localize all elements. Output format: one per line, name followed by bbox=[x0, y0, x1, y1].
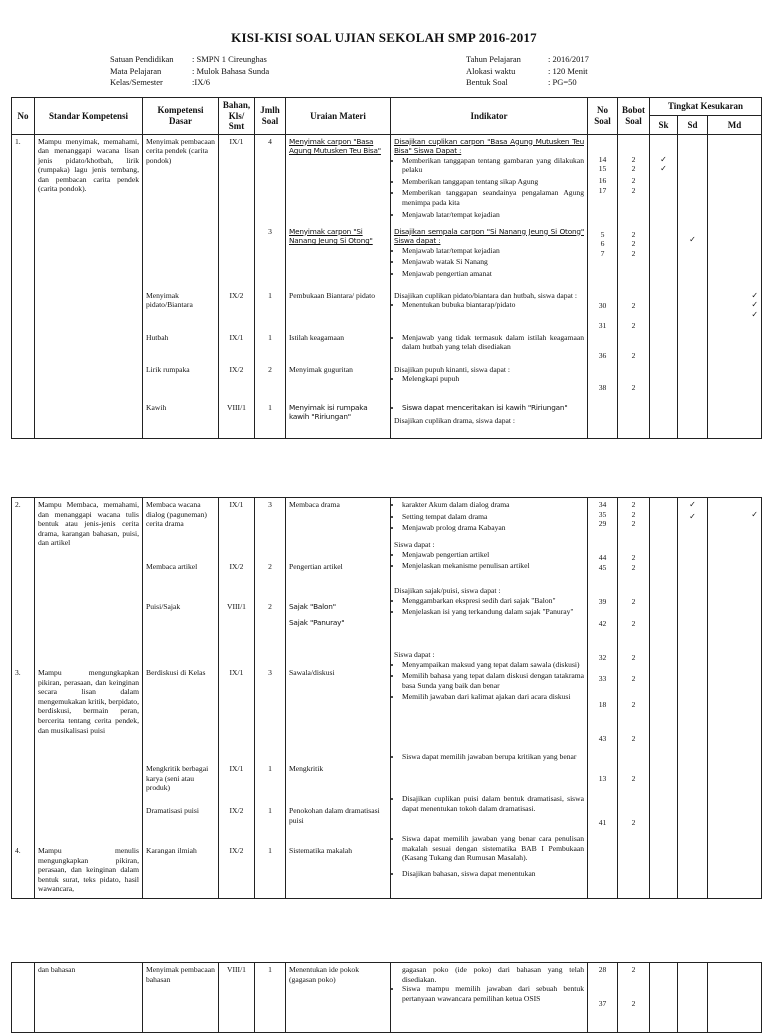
list-item: • Disajikan bahasan, siswa dapat menentukan bbox=[402, 869, 584, 879]
bobot-value: 2 bbox=[631, 733, 636, 743]
uraian-materi: Menentukan ide pokok (gagasan poko) bbox=[286, 963, 391, 1033]
row-number: 4. bbox=[15, 846, 21, 855]
no-soal: 34 bbox=[598, 500, 607, 509]
indikator-intro: Disajikan cuplikan drama, siswa dapat : bbox=[394, 416, 516, 426]
jumlah-soal: 1 bbox=[268, 806, 272, 815]
no-soal: 30 bbox=[598, 300, 607, 310]
tingkat-sd-cell bbox=[678, 498, 708, 899]
no-soal: 32 bbox=[598, 652, 607, 662]
standar-kompetensi: Mampu menulis mengungkapkan pikiran, perasaan, dan keinginan dalam bentuk surat, teks pidato, hasil wawancara, bbox=[38, 846, 139, 894]
header-no-soal: No Soal bbox=[588, 98, 618, 135]
indikator-block bbox=[394, 403, 584, 426]
header-sd: Sd bbox=[678, 116, 708, 134]
check-icon: ✓ bbox=[751, 300, 759, 310]
list-item: • Menjawab yang tidak termasuk dalam istilah keagamaan dalam hutbah yang telah disediakan bbox=[402, 333, 584, 352]
indikator-list bbox=[394, 374, 584, 384]
meta-label: Satuan Pendidikan bbox=[110, 54, 174, 64]
indikator-block bbox=[394, 500, 584, 540]
kompetensi-dasar: Karangan ilmiah bbox=[146, 846, 197, 855]
bobot-value: 2 bbox=[631, 519, 636, 529]
indikator-block bbox=[394, 137, 584, 227]
indikator-intro: Siswa dapat : bbox=[394, 650, 435, 659]
kisi-table-part-2 bbox=[11, 497, 762, 899]
no-soal-cell bbox=[588, 134, 618, 438]
list-item: • Memberikan tanggapan tentang sikap Agung bbox=[402, 177, 584, 187]
jumlah-soal: 1 bbox=[268, 332, 272, 342]
bobot-cell bbox=[618, 963, 650, 1033]
indikator-block bbox=[394, 291, 584, 333]
bobot-value: 2 bbox=[631, 509, 636, 519]
header-md: Md bbox=[708, 116, 762, 134]
meta-label: Bentuk Soal bbox=[466, 77, 508, 87]
bobot-value: 2 bbox=[631, 320, 636, 330]
header-indikator: Indikator bbox=[391, 98, 588, 135]
bahan-cell bbox=[219, 498, 255, 899]
list-item: • Menjawab latar/tempat kejadian bbox=[402, 246, 584, 256]
kompetensi-dasar-cell bbox=[143, 134, 219, 438]
tingkat-sd-cell bbox=[678, 963, 708, 1033]
jumlah-soal: 2 bbox=[268, 602, 272, 611]
list-item: • karakter Akum dalam dialog drama bbox=[402, 500, 584, 510]
indikator-list bbox=[394, 500, 584, 533]
kompetensi-dasar: Mengkritik berbagai karya (seni atau produk) bbox=[146, 764, 209, 793]
jumlah-soal: 1 bbox=[268, 846, 272, 855]
indikator-list bbox=[394, 403, 584, 413]
bobot-value: 2 bbox=[631, 185, 636, 195]
kompetensi-dasar: Hutbah bbox=[146, 332, 169, 342]
check-icon: ✓ bbox=[689, 234, 696, 244]
meta-value: : PG=50 bbox=[548, 77, 577, 87]
kompetensi-dasar: Berdiskusi di Kelas bbox=[146, 668, 206, 677]
page-title: KISI-KISI SOAL UJIAN SEKOLAH SMP 2016-2017 bbox=[231, 30, 537, 45]
bahan-value: IX/2 bbox=[229, 806, 244, 815]
check-icon: ✓ bbox=[660, 164, 667, 174]
header-jumlah-soal: Jmlh Soal bbox=[255, 98, 286, 135]
indikator-intro: Disajikan sajak/puisi, siswa dapat : bbox=[394, 586, 501, 595]
bahan-cell bbox=[219, 134, 255, 438]
bahan-value: VIII/1 bbox=[227, 602, 246, 611]
indikator-list bbox=[394, 834, 584, 878]
bobot-value: 2 bbox=[631, 999, 636, 1008]
indikator-intro: Disajikan sempala carpon "Si Nanang Jeung Si Otong" Siswa dapat : bbox=[394, 226, 584, 246]
meta-value: : SMPN 1 Cireunghas bbox=[192, 54, 267, 64]
uraian-materi: Menyimak isi rumpaka kawih "Ririungan" bbox=[289, 402, 368, 422]
header-tingkat-kesukaran: Tingkat Kesukaran bbox=[650, 98, 762, 116]
no-soal: 7 bbox=[600, 248, 605, 258]
jumlah-soal: 3 bbox=[268, 668, 272, 677]
bobot-cell bbox=[618, 498, 650, 899]
list-item: • Siswa dapat memilih jawaban berupa kritikan yang benar bbox=[402, 752, 584, 762]
bobot-cell bbox=[618, 134, 650, 438]
list-item: • Menjawab watak Si Nanang bbox=[402, 257, 584, 267]
indikator-list bbox=[394, 984, 584, 1003]
bahan-value: IX/1 bbox=[229, 668, 244, 677]
bahan-value: VIII/1 bbox=[219, 963, 255, 1033]
indikator-list bbox=[394, 333, 584, 352]
bahan-value: IX/1 bbox=[229, 332, 244, 342]
meta-label: Kelas/Semester bbox=[110, 77, 163, 87]
indikator-list bbox=[394, 550, 584, 571]
uraian-materi-cell bbox=[286, 498, 391, 899]
bahan-value: IX/2 bbox=[229, 364, 244, 374]
jumlah-soal: 1 bbox=[268, 290, 272, 300]
header-bahan: Bahan, Kls/ Smt bbox=[219, 98, 255, 135]
meta-label: Mata Pelajaran bbox=[110, 65, 162, 76]
jumlah-soal-cell bbox=[255, 498, 286, 899]
standar-kompetensi: Mampu Membaca, memahami, dan menanggapi wacana tulis bentuk atau jenis-jenis cerita drama, karangan bahasan, puisi, dan artikel bbox=[38, 500, 139, 548]
header-kompetensi-dasar: Kompetensi Dasar bbox=[143, 98, 219, 135]
indikator-cell bbox=[391, 134, 588, 438]
tingkat-md-cell bbox=[708, 498, 762, 899]
check-icon: ✓ bbox=[751, 510, 758, 519]
indikator-list bbox=[394, 156, 584, 220]
jumlah-soal: 3 bbox=[268, 226, 272, 236]
meta-label: Alokasi waktu bbox=[466, 65, 516, 76]
no-soal: 13 bbox=[598, 773, 607, 783]
bobot-value: 2 bbox=[631, 229, 636, 239]
no-soal: 16 bbox=[598, 176, 607, 186]
uraian-materi: Sistematika makalah bbox=[289, 846, 353, 855]
bobot-value: 2 bbox=[631, 382, 636, 392]
bobot-value: 2 bbox=[631, 248, 636, 258]
uraian-materi: Menyimak carpon "Basa Agung Mutusken Teu Bisa" bbox=[289, 136, 381, 156]
check-icon: ✓ bbox=[751, 309, 759, 319]
no-soal: 15 bbox=[598, 164, 607, 174]
bahan-value: IX/2 bbox=[229, 290, 244, 300]
kompetensi-dasar: Dramatisasi puisi bbox=[146, 806, 199, 815]
indikator-intro: Disajikan cuplikan pidato/biantara dan hutbah, siswa dapat : bbox=[394, 290, 578, 300]
kompetensi-dasar: Puisi/Sajak bbox=[146, 602, 181, 611]
no-soal: 17 bbox=[598, 185, 607, 195]
indikator-block bbox=[394, 650, 584, 752]
indikator-block bbox=[394, 834, 584, 878]
bahan-value: IX/1 bbox=[229, 136, 244, 146]
uraian-materi: Pembukaan Biantara/ pidato bbox=[289, 290, 376, 300]
uraian-materi: Sajak "Balon" bbox=[289, 602, 336, 611]
bobot-value: 2 bbox=[631, 699, 636, 709]
kompetensi-dasar: Lirik rumpaka bbox=[146, 364, 190, 374]
no-soal: 37 bbox=[598, 999, 607, 1008]
bobot-value: 2 bbox=[631, 164, 636, 174]
bobot-value: 2 bbox=[631, 673, 636, 683]
uraian-materi-cell bbox=[286, 134, 391, 438]
list-item: • Memberikan tanggapan seandainya pengalaman Agung menimpa pada kita bbox=[402, 188, 584, 207]
indikator-continuation: gagasan poko (ide poko) dari bahasan yang telah disediakan. bbox=[402, 965, 584, 984]
table-row bbox=[12, 134, 762, 438]
indikator-list bbox=[394, 596, 584, 617]
table-row bbox=[12, 498, 762, 899]
no-soal: 33 bbox=[598, 673, 607, 683]
bobot-value: 2 bbox=[631, 176, 636, 186]
bobot-value: 2 bbox=[631, 618, 636, 628]
kompetensi-dasar: Menyimak pembacaan cerita pendek (carita pondok) bbox=[146, 136, 215, 165]
bobot-value: 2 bbox=[631, 154, 636, 164]
bobot-value: 2 bbox=[631, 553, 636, 563]
header-uraian-materi: Uraian Materi bbox=[286, 98, 391, 135]
list-item: • Siswa dapat memilih jawaban yang benar cara penulisan makalah sesuai dengan sistematika BAB I Pembukaan (Kasang Tukang dan Rumusan Masalah). bbox=[402, 834, 584, 863]
bobot-value: 2 bbox=[631, 500, 636, 509]
list-item: • Menjawab prolog drama Kabayan bbox=[402, 523, 584, 533]
row-number bbox=[12, 963, 35, 1033]
uraian-materi: Sajak "Panuray" bbox=[289, 618, 345, 627]
list-item: • Siswa mampu memilih jawaban dari sebuah bentuk pertanyaan wawancara pemilihan ketua OSIS bbox=[402, 984, 584, 1003]
meta-value: : Mulok Bahasa Sunda bbox=[192, 65, 270, 76]
no-soal: 31 bbox=[598, 320, 607, 330]
bobot-value: 2 bbox=[631, 300, 636, 310]
bobot-value: 2 bbox=[631, 652, 636, 662]
jumlah-soal: 2 bbox=[268, 364, 272, 374]
bobot-value: 2 bbox=[631, 562, 636, 572]
list-item: • Menjawab latar/tempat kejadian bbox=[402, 210, 584, 220]
uraian-materi: Pengertian artikel bbox=[289, 562, 343, 571]
indikator-block bbox=[394, 227, 584, 291]
tingkat-sk-cell bbox=[650, 963, 678, 1033]
kompetensi-dasar: Menyimak pidato/Biantara bbox=[146, 290, 193, 310]
list-item: • Menggambarkan ekspresi sedih dari sajak "Balon" bbox=[402, 596, 584, 606]
tingkat-sk-cell bbox=[650, 134, 678, 438]
bahan-value: IX/1 bbox=[229, 764, 244, 773]
no-soal: 14 bbox=[598, 154, 607, 164]
bobot-value: 2 bbox=[631, 596, 636, 606]
kompetensi-dasar: Kawih bbox=[146, 402, 167, 412]
no-soal: 29 bbox=[598, 519, 607, 529]
list-item: • Setting tempat dalam drama bbox=[402, 512, 584, 522]
no-soal: 36 bbox=[598, 350, 607, 360]
uraian-materi: Istilah keagamaan bbox=[289, 332, 345, 342]
indikator-list bbox=[394, 300, 584, 310]
kisi-table-part-3 bbox=[11, 962, 762, 1033]
indikator-cell bbox=[391, 498, 588, 899]
uraian-materi-group bbox=[289, 602, 387, 668]
meta-value: : 120 Menit bbox=[548, 65, 588, 76]
jumlah-soal: 1 bbox=[268, 402, 272, 412]
list-item: • Memberikan tanggapan tentang gambaran yang dilakukan pelaku bbox=[402, 156, 584, 175]
jumlah-soal: 1 bbox=[255, 963, 286, 1033]
bobot-value: 2 bbox=[631, 239, 636, 249]
list-item: • Melengkapi pupuh bbox=[402, 374, 584, 384]
indikator-block bbox=[394, 540, 584, 586]
bahan-value: IX/2 bbox=[229, 562, 244, 571]
no-soal: 5 bbox=[600, 229, 605, 239]
standar-kompetensi: Mampu mengungkapkan pikiran, perasaan, dan keinginan secara lisan dalam mengemukakan kritik, berpidato, berdiskusi, bermain peran, bercerita tentang cerita pendek, dan musikalisasi puisi bbox=[38, 668, 139, 735]
indikator-list bbox=[394, 660, 584, 702]
tingkat-md-cell bbox=[708, 134, 762, 438]
check-icon: ✓ bbox=[751, 290, 759, 300]
tingkat-sd-cell bbox=[678, 134, 708, 438]
bahan-value: IX/1 bbox=[229, 500, 244, 509]
indikator-block bbox=[394, 586, 584, 650]
bobot-value: 2 bbox=[631, 350, 636, 360]
bobot-value: 2 bbox=[631, 773, 636, 783]
row-number: 2. bbox=[15, 500, 21, 509]
indikator-list bbox=[394, 752, 584, 762]
list-item: • Menjawab pengertian artikel bbox=[402, 550, 584, 560]
indikator-cell bbox=[391, 963, 588, 1033]
indikator-block bbox=[394, 752, 584, 794]
tingkat-sk-cell bbox=[650, 498, 678, 899]
bobot-value: 2 bbox=[631, 817, 636, 827]
row-number: 1. bbox=[12, 134, 35, 438]
uraian-materi: Menyimak guguritan bbox=[289, 364, 353, 374]
check-icon: ✓ bbox=[689, 500, 696, 509]
no-soal-cell bbox=[588, 963, 618, 1033]
no-soal: 35 bbox=[598, 509, 607, 519]
uraian-materi: Mengkritik bbox=[289, 764, 324, 773]
list-item: • Disajikan cuplikan puisi dalam bentuk dramatisasi, siswa dapat menentukan tokoh dalam dramatisasi. bbox=[402, 794, 584, 813]
bobot-value: 2 bbox=[631, 965, 636, 974]
list-item: • Memilih jawaban dari kalimat ajakan dari acara diskusi bbox=[402, 692, 584, 702]
indikator-intro: Disajikan cuplikan carpon "Basa Agung Mutusken Teu Bisa" Siswa Dapat : bbox=[394, 136, 584, 156]
indikator-block bbox=[394, 794, 584, 834]
indikator-intro: Siswa dapat : bbox=[394, 540, 435, 549]
kompetensi-dasar: Membaca wacana dialog (paguneman) cerita drama bbox=[146, 500, 207, 529]
kisi-table-part-1 bbox=[11, 97, 762, 439]
indikator-block bbox=[394, 365, 584, 403]
jumlah-soal: 3 bbox=[268, 500, 272, 509]
no-soal: 6 bbox=[600, 239, 605, 249]
list-item: • Menyampaikan maksud yang tepat dalam sawala (diskusi) bbox=[402, 660, 584, 670]
standar-kompetensi: Mampu menyimak, memahami, dan menanggapi wacana lisan jenis pidato/khotbah, lirik (rumpaka) lagu jenis tembang, dan pembacan carita pendek (carita pondok). bbox=[35, 134, 143, 438]
uraian-materi: Penokohan dalam dramatisasi puisi bbox=[289, 806, 380, 825]
no-soal-cell bbox=[588, 498, 618, 899]
check-icon: ✓ bbox=[689, 511, 696, 521]
meta-value: : 2016/2017 bbox=[548, 54, 589, 64]
bahan-value: VIII/1 bbox=[227, 402, 246, 412]
header-bobot-soal: Bobot Soal bbox=[618, 98, 650, 135]
no-soal: 28 bbox=[598, 965, 607, 974]
row-number: 3. bbox=[15, 668, 21, 677]
no-soal: 44 bbox=[598, 553, 607, 563]
no-soal: 18 bbox=[598, 699, 607, 709]
no-soal: 45 bbox=[598, 562, 607, 572]
indikator-block bbox=[394, 333, 584, 365]
no-soal: 38 bbox=[598, 382, 607, 392]
header-sk: Sk bbox=[650, 116, 678, 134]
meta-left bbox=[110, 54, 269, 89]
no-soal: 39 bbox=[598, 596, 607, 606]
jumlah-soal: 1 bbox=[268, 764, 272, 773]
list-item: • Menjelaskan mekanisme penulisan artikel bbox=[402, 561, 584, 571]
no-soal: 41 bbox=[598, 817, 607, 827]
list-item: • Menjelaskan isi yang terkandung dalam sajak "Panuray" bbox=[402, 607, 584, 617]
standar-kompetensi-cell bbox=[35, 498, 143, 899]
meta-label: Tahun Pelajaran bbox=[466, 54, 521, 64]
standar-kompetensi: dan bahasan bbox=[35, 963, 143, 1033]
no-soal: 42 bbox=[598, 618, 607, 628]
check-icon: ✓ bbox=[660, 154, 667, 164]
kompetensi-dasar: Menyimak pembacaan bahasan bbox=[143, 963, 219, 1033]
indikator-intro: Disajikan pupuh kinanti, siswa dapat : bbox=[394, 364, 510, 374]
header-no: No bbox=[12, 98, 35, 135]
uraian-materi: Menyimak carpon "Si Nanang Jeung Si Otong" bbox=[289, 226, 373, 246]
list-item: • Siswa dapat menceritakan isi kawih "Ririungan" bbox=[402, 403, 584, 413]
jumlah-soal: 2 bbox=[268, 562, 272, 571]
uraian-materi: Membaca drama bbox=[289, 500, 340, 509]
indikator-list bbox=[394, 794, 584, 813]
meta-right bbox=[466, 54, 589, 89]
header-standar-kompetensi: Standar Kompetensi bbox=[35, 98, 143, 135]
uraian-materi: Sawala/diskusi bbox=[289, 668, 335, 677]
bahan-value: IX/2 bbox=[229, 846, 244, 855]
meta-value: :IX/6 bbox=[192, 77, 210, 87]
row-number-cell bbox=[12, 498, 35, 899]
kompetensi-dasar-cell bbox=[143, 498, 219, 899]
indikator-list bbox=[394, 246, 584, 279]
list-item: • Menentukan bubuka biantarap/pidato bbox=[402, 300, 584, 310]
no-soal: 43 bbox=[598, 733, 607, 743]
tingkat-md-cell bbox=[708, 963, 762, 1033]
table-row bbox=[12, 963, 762, 1033]
list-item: • Memilih bahasa yang tepat dalam diskusi dengan tatakrama basa Sunda yang baik dan benar bbox=[402, 671, 584, 690]
jumlah-soal: 4 bbox=[268, 136, 272, 146]
kompetensi-dasar: Membaca artikel bbox=[146, 562, 198, 571]
list-item: • Menjawab pengertian amanat bbox=[402, 269, 584, 279]
jumlah-soal-cell bbox=[255, 134, 286, 438]
